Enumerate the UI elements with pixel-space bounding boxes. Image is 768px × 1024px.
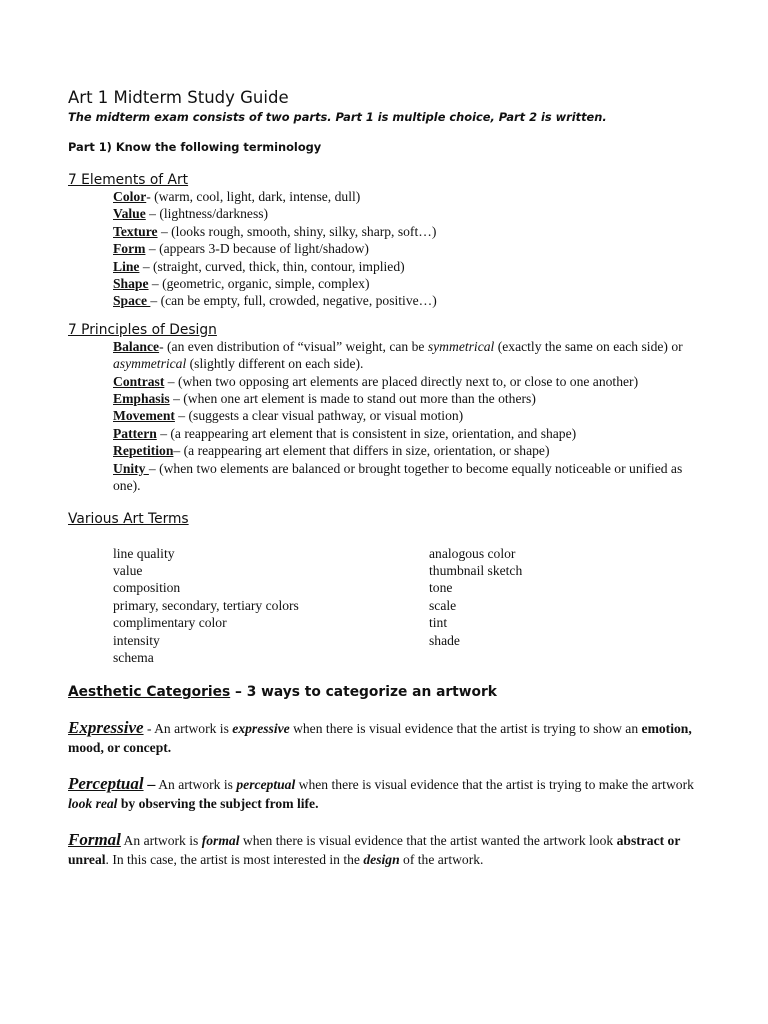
category-bold: emotion, mood, or concept. [68, 721, 692, 756]
list-item [113, 275, 708, 292]
list-item: value [113, 562, 143, 578]
term-desc: – (suggests a clear visual pathway, or visual motion) [174, 408, 464, 424]
category-bold: abstract or unreal [68, 833, 681, 868]
category-text: of the artwork. [399, 852, 484, 868]
term-desc: – (can be empty, full, crowded, negative, positive…) [150, 293, 437, 309]
category-text: An artwork is [120, 833, 202, 849]
category-bold: by observing the subject from life. [117, 796, 319, 812]
term-desc: – (straight, curved, thick, thin, contour, implied) [139, 258, 405, 274]
category-perceptual [68, 774, 708, 813]
list-item: primary, secondary, tertiary colors [113, 597, 299, 613]
list-item [113, 425, 708, 442]
category-emphasis: design [363, 852, 400, 868]
term: Space [113, 293, 151, 309]
term: Movement [113, 408, 175, 424]
elements-list [113, 188, 708, 310]
category-emphasis: expressive [232, 721, 290, 737]
term-desc: – (lightness/darkness) [145, 206, 269, 222]
list-item [113, 338, 708, 373]
principles-heading: 7 Principles of Design [68, 321, 217, 338]
list-item [113, 240, 708, 257]
list-item [113, 390, 708, 407]
term-desc: – (a reappearing art element that differs in size, orientation, or shape) [173, 443, 550, 459]
term-desc: – (looks rough, smooth, shiny, silky, sharp, soft…) [157, 223, 437, 239]
list-item [113, 205, 708, 222]
list-item [113, 442, 708, 459]
terms-column-left [113, 545, 429, 667]
term: Repetition [113, 443, 174, 459]
term: Color [113, 189, 147, 204]
term-desc: – (a reappearing art element that is consistent in size, orientation, and shape) [156, 425, 577, 441]
list-item: intensity [113, 632, 160, 648]
term: Unity [113, 460, 149, 476]
category-term: Expressive [68, 718, 144, 738]
category-text: - An artwork is [143, 721, 233, 737]
aesthetic-heading [68, 684, 708, 700]
term-desc-italic: symmetrical [427, 338, 495, 354]
list-item: tone [429, 580, 453, 596]
principles-list [113, 338, 708, 495]
term-desc: – (geometric, organic, simple, complex) [148, 276, 370, 292]
list-item [113, 292, 708, 309]
list-item [113, 373, 708, 390]
term-desc: (slightly different on each side). [186, 356, 364, 372]
aesthetic-heading-rest: – 3 ways to categorize an artwork [230, 684, 497, 701]
term-desc: – (appears 3-D because of light/shadow) [145, 241, 369, 257]
list-item [113, 407, 708, 424]
elements-heading: 7 Elements of Art [68, 172, 189, 188]
part1-heading: Part 1) Know the following terminology [68, 140, 322, 154]
term-desc: – (when two elements are balanced or brought together to become equally noticeable or unified as one). [113, 460, 683, 494]
list-item: analogous color [429, 545, 516, 561]
list-item: line quality [113, 545, 175, 561]
study-guide-page [68, 88, 708, 869]
page-subtitle: The midterm exam consists of two parts. Part 1 is multiple choice, Part 2 is written. [68, 110, 607, 124]
category-text: when there is visual evidence that the artist is trying to make the artwork [295, 777, 694, 793]
term-desc: - (an even distribution of “visual” weight, can be [159, 338, 428, 354]
list-item: composition [113, 580, 181, 596]
term-desc: – (when two opposing art elements are placed directly next to, or close to one another) [164, 373, 639, 389]
terms-column-right [429, 545, 649, 667]
list-item: scale [429, 597, 457, 613]
list-item: complimentary color [113, 615, 227, 631]
category-emphasis: formal [201, 833, 240, 849]
list-item [113, 460, 708, 495]
category-dash: – [143, 776, 156, 794]
term-desc-italic: asymmetrical [113, 356, 187, 372]
category-text: when there is visual evidence that the artist is trying to show an [289, 721, 642, 737]
various-terms-grid [113, 545, 708, 667]
category-text: . In this case, the artist is most interested in the [105, 852, 364, 868]
term: Value [113, 206, 146, 222]
list-item: schema [113, 649, 154, 665]
category-emphasis: look real [68, 796, 118, 812]
aesthetic-heading-label: Aesthetic Categories [68, 684, 231, 701]
term: Shape [113, 276, 149, 292]
list-item [113, 188, 708, 205]
term-desc: – (when one art element is made to stand out more than the others) [169, 391, 536, 407]
term: Pattern [113, 425, 157, 441]
list-item: thumbnail sketch [429, 562, 523, 578]
term: Emphasis [113, 391, 170, 407]
category-text: when there is visual evidence that the artist wanted the artwork look [239, 833, 617, 849]
category-term: Perceptual [68, 774, 144, 794]
term-desc: (exactly the same on each side) or [494, 338, 683, 354]
term: Line [113, 258, 140, 274]
term-desc: - (warm, cool, light, dark, intense, dull) [146, 189, 361, 204]
term: Texture [113, 223, 158, 239]
category-expressive [68, 718, 708, 757]
category-formal [68, 830, 708, 869]
category-text: An artwork is [155, 777, 237, 793]
page-title: Art 1 Midterm Study Guide [68, 88, 289, 107]
term: Contrast [113, 373, 165, 389]
list-item: shade [429, 632, 460, 648]
list-item [113, 223, 708, 240]
list-item [113, 258, 708, 275]
category-term: Formal [68, 830, 121, 850]
list-item: tint [429, 615, 448, 631]
term: Form [113, 241, 146, 257]
term: Balance [113, 338, 160, 354]
category-emphasis: perceptual [236, 777, 296, 793]
various-terms-heading: Various Art Terms [68, 510, 189, 527]
